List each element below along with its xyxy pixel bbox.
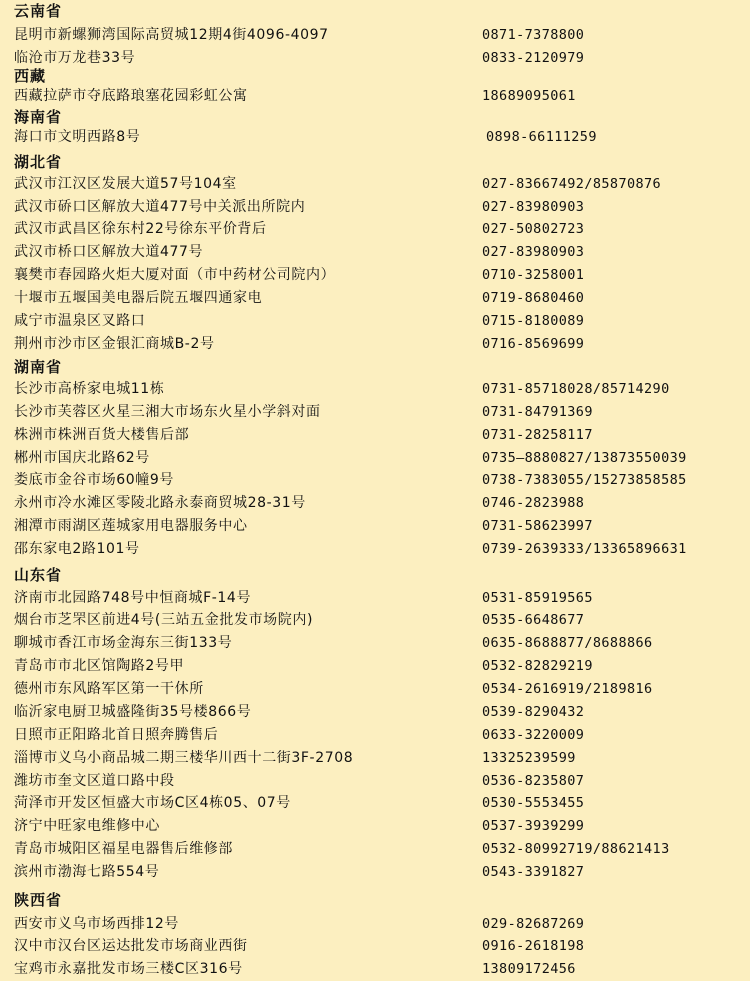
phone: 029-82687269 (482, 916, 585, 932)
list-item (14, 333, 744, 355)
address: 汉中市汉台区运达批发市场商业西街 (14, 938, 248, 954)
phone: 0710-3258001 (482, 267, 585, 283)
address: 淄博市义乌小商品城二期三楼华川西十二街3F-2708 (14, 750, 354, 766)
list-item (14, 792, 744, 814)
list-item (14, 724, 744, 746)
phone: 0633-3220009 (482, 727, 585, 743)
list-item (14, 469, 744, 491)
list-item (14, 815, 744, 837)
address: 株洲市株洲百货大楼售后部 (14, 427, 190, 443)
address: 郴州市国庆北路62号 (14, 450, 150, 466)
list-item (14, 310, 744, 332)
list-item (14, 401, 744, 423)
list-item (14, 47, 744, 69)
address: 武汉市江汉区发展大道57号104室 (14, 176, 237, 192)
phone: 027-83667492/85870876 (482, 176, 662, 192)
list-item (14, 587, 744, 609)
address: 济宁中旺家电维修中心 (14, 818, 160, 834)
list-item (14, 173, 744, 195)
address: 潍坊市奎文区道口路中段 (14, 773, 175, 789)
list-item (14, 264, 744, 286)
list-item (14, 655, 744, 677)
list-item (14, 515, 744, 537)
list-item (14, 378, 744, 400)
address: 菏泽市开发区恒盛大市场C区4栋05、07号 (14, 795, 291, 811)
address: 襄樊市春园路火炬大厦对面（市中药材公司院内） (14, 267, 336, 283)
province-heading: 西藏 (14, 67, 47, 85)
phone: 0871-7378800 (482, 27, 585, 43)
phone: 0738-7383055/15273858585 (482, 472, 687, 488)
list-item (14, 609, 744, 631)
list-item (14, 747, 744, 769)
address: 海口市文明西路8号 (14, 129, 141, 145)
phone: 0539-8290432 (482, 704, 585, 720)
address: 济南市北园路748号中恒商城F-14号 (14, 590, 252, 606)
province-heading: 湖南省 (14, 358, 63, 376)
address: 昆明市新螺狮湾国际高贸城12期4街4096-4097 (14, 27, 329, 43)
list-item (14, 447, 744, 469)
phone: 027-50802723 (482, 221, 585, 237)
province-heading: 陕西省 (14, 891, 63, 909)
phone: 027-83980903 (482, 244, 585, 260)
address: 临沂家电厨卫城盛隆街35号楼866号 (14, 704, 252, 720)
phone: 0716-8569699 (482, 336, 585, 352)
address: 日照市正阳路北首日照奔腾售后 (14, 727, 219, 743)
list-item (14, 913, 744, 935)
address: 聊城市香江市场金海东三街133号 (14, 635, 233, 651)
phone: 027-83980903 (482, 199, 585, 215)
phone: 0537-3939299 (482, 818, 585, 834)
address: 长沙市高桥家电城11栋 (14, 381, 165, 397)
address: 临沧市万龙巷33号 (14, 50, 136, 66)
phone: 18689095061 (482, 88, 576, 104)
phone: 0534-2616919/2189816 (482, 681, 653, 697)
phone: 0531-85919565 (482, 590, 593, 606)
phone: 0532-82829219 (482, 658, 593, 674)
phone: 13325239599 (482, 750, 576, 766)
address: 娄底市金谷市场60幢9号 (14, 472, 174, 488)
phone: 0535-6648677 (482, 612, 585, 628)
list-item (14, 24, 744, 46)
list-item (14, 701, 744, 723)
phone: 0731-28258117 (482, 427, 593, 443)
address: 青岛市市北区馆陶路2号甲 (14, 658, 185, 674)
address: 咸宁市温泉区叉路口 (14, 313, 146, 329)
phone: 0833-2120979 (482, 50, 585, 66)
list-item (14, 218, 744, 240)
list-item (14, 287, 744, 309)
phone: 0731-85718028/85714290 (482, 381, 670, 397)
address: 青岛市城阳区福星电器售后维修部 (14, 841, 233, 857)
list-item (14, 770, 744, 792)
province-heading: 湖北省 (14, 153, 63, 171)
list-item (14, 196, 744, 218)
phone: 0731-84791369 (482, 404, 593, 420)
address: 德州市东风路军区第一干休所 (14, 681, 204, 697)
address: 湘潭市雨湖区莲城家用电器服务中心 (14, 518, 248, 534)
phone: 13809172456 (482, 961, 576, 977)
address: 十堰市五堰国美电器后院五堰四通家电 (14, 290, 263, 306)
list-item (14, 424, 744, 446)
list-item (14, 492, 744, 514)
phone: 0719-8680460 (482, 290, 585, 306)
address: 滨州市渤海七路554号 (14, 864, 160, 880)
list-item (14, 861, 744, 883)
address: 长沙市芙蓉区火星三湘大市场东火星小学斜对面 (14, 404, 321, 420)
province-heading: 云南省 (14, 2, 63, 20)
phone: 0635-8688877/8688866 (482, 635, 653, 651)
province-heading: 海南省 (14, 108, 63, 126)
phone: 0731-58623997 (482, 518, 593, 534)
phone: 0898-66111259 (486, 129, 597, 145)
list-item (14, 241, 744, 263)
address: 烟台市芝罘区前进4号(三站五金批发市场院内) (14, 612, 314, 628)
list-item (14, 935, 744, 957)
list-item (14, 678, 744, 700)
province-heading: 山东省 (14, 566, 63, 584)
list-item (14, 126, 744, 148)
phone: 0715-8180089 (482, 313, 585, 329)
list-item (14, 838, 744, 860)
address: 永州市冷水滩区零陵北路永泰商贸城28-31号 (14, 495, 306, 511)
phone: 0735—8880827/13873550039 (482, 450, 687, 466)
phone: 0532-80992719/88621413 (482, 841, 670, 857)
phone: 0739-2639333/13365896631 (482, 541, 687, 557)
phone: 0543-3391827 (482, 864, 585, 880)
address: 宝鸡市永嘉批发市场三楼C区316号 (14, 961, 243, 977)
address: 武汉市硚口区解放大道477号中关派出所院内 (14, 199, 306, 215)
list-item (14, 958, 744, 980)
address: 武汉市武昌区徐东村22号徐东平价背后 (14, 221, 267, 237)
list-item (14, 85, 744, 107)
phone: 0746-2823988 (482, 495, 585, 511)
address: 武汉市桥口区解放大道477号 (14, 244, 204, 260)
list-item (14, 538, 744, 560)
address: 邵东家电2路101号 (14, 541, 140, 557)
address: 西安市义乌市场西排12号 (14, 916, 180, 932)
address: 西藏拉萨市夺底路琅塞花园彩虹公寓 (14, 88, 248, 104)
phone: 0916-2618198 (482, 938, 585, 954)
address: 荆州市沙市区金银汇商城B-2号 (14, 336, 215, 352)
list-item (14, 632, 744, 654)
phone: 0536-8235807 (482, 773, 585, 789)
phone: 0530-5553455 (482, 795, 585, 811)
